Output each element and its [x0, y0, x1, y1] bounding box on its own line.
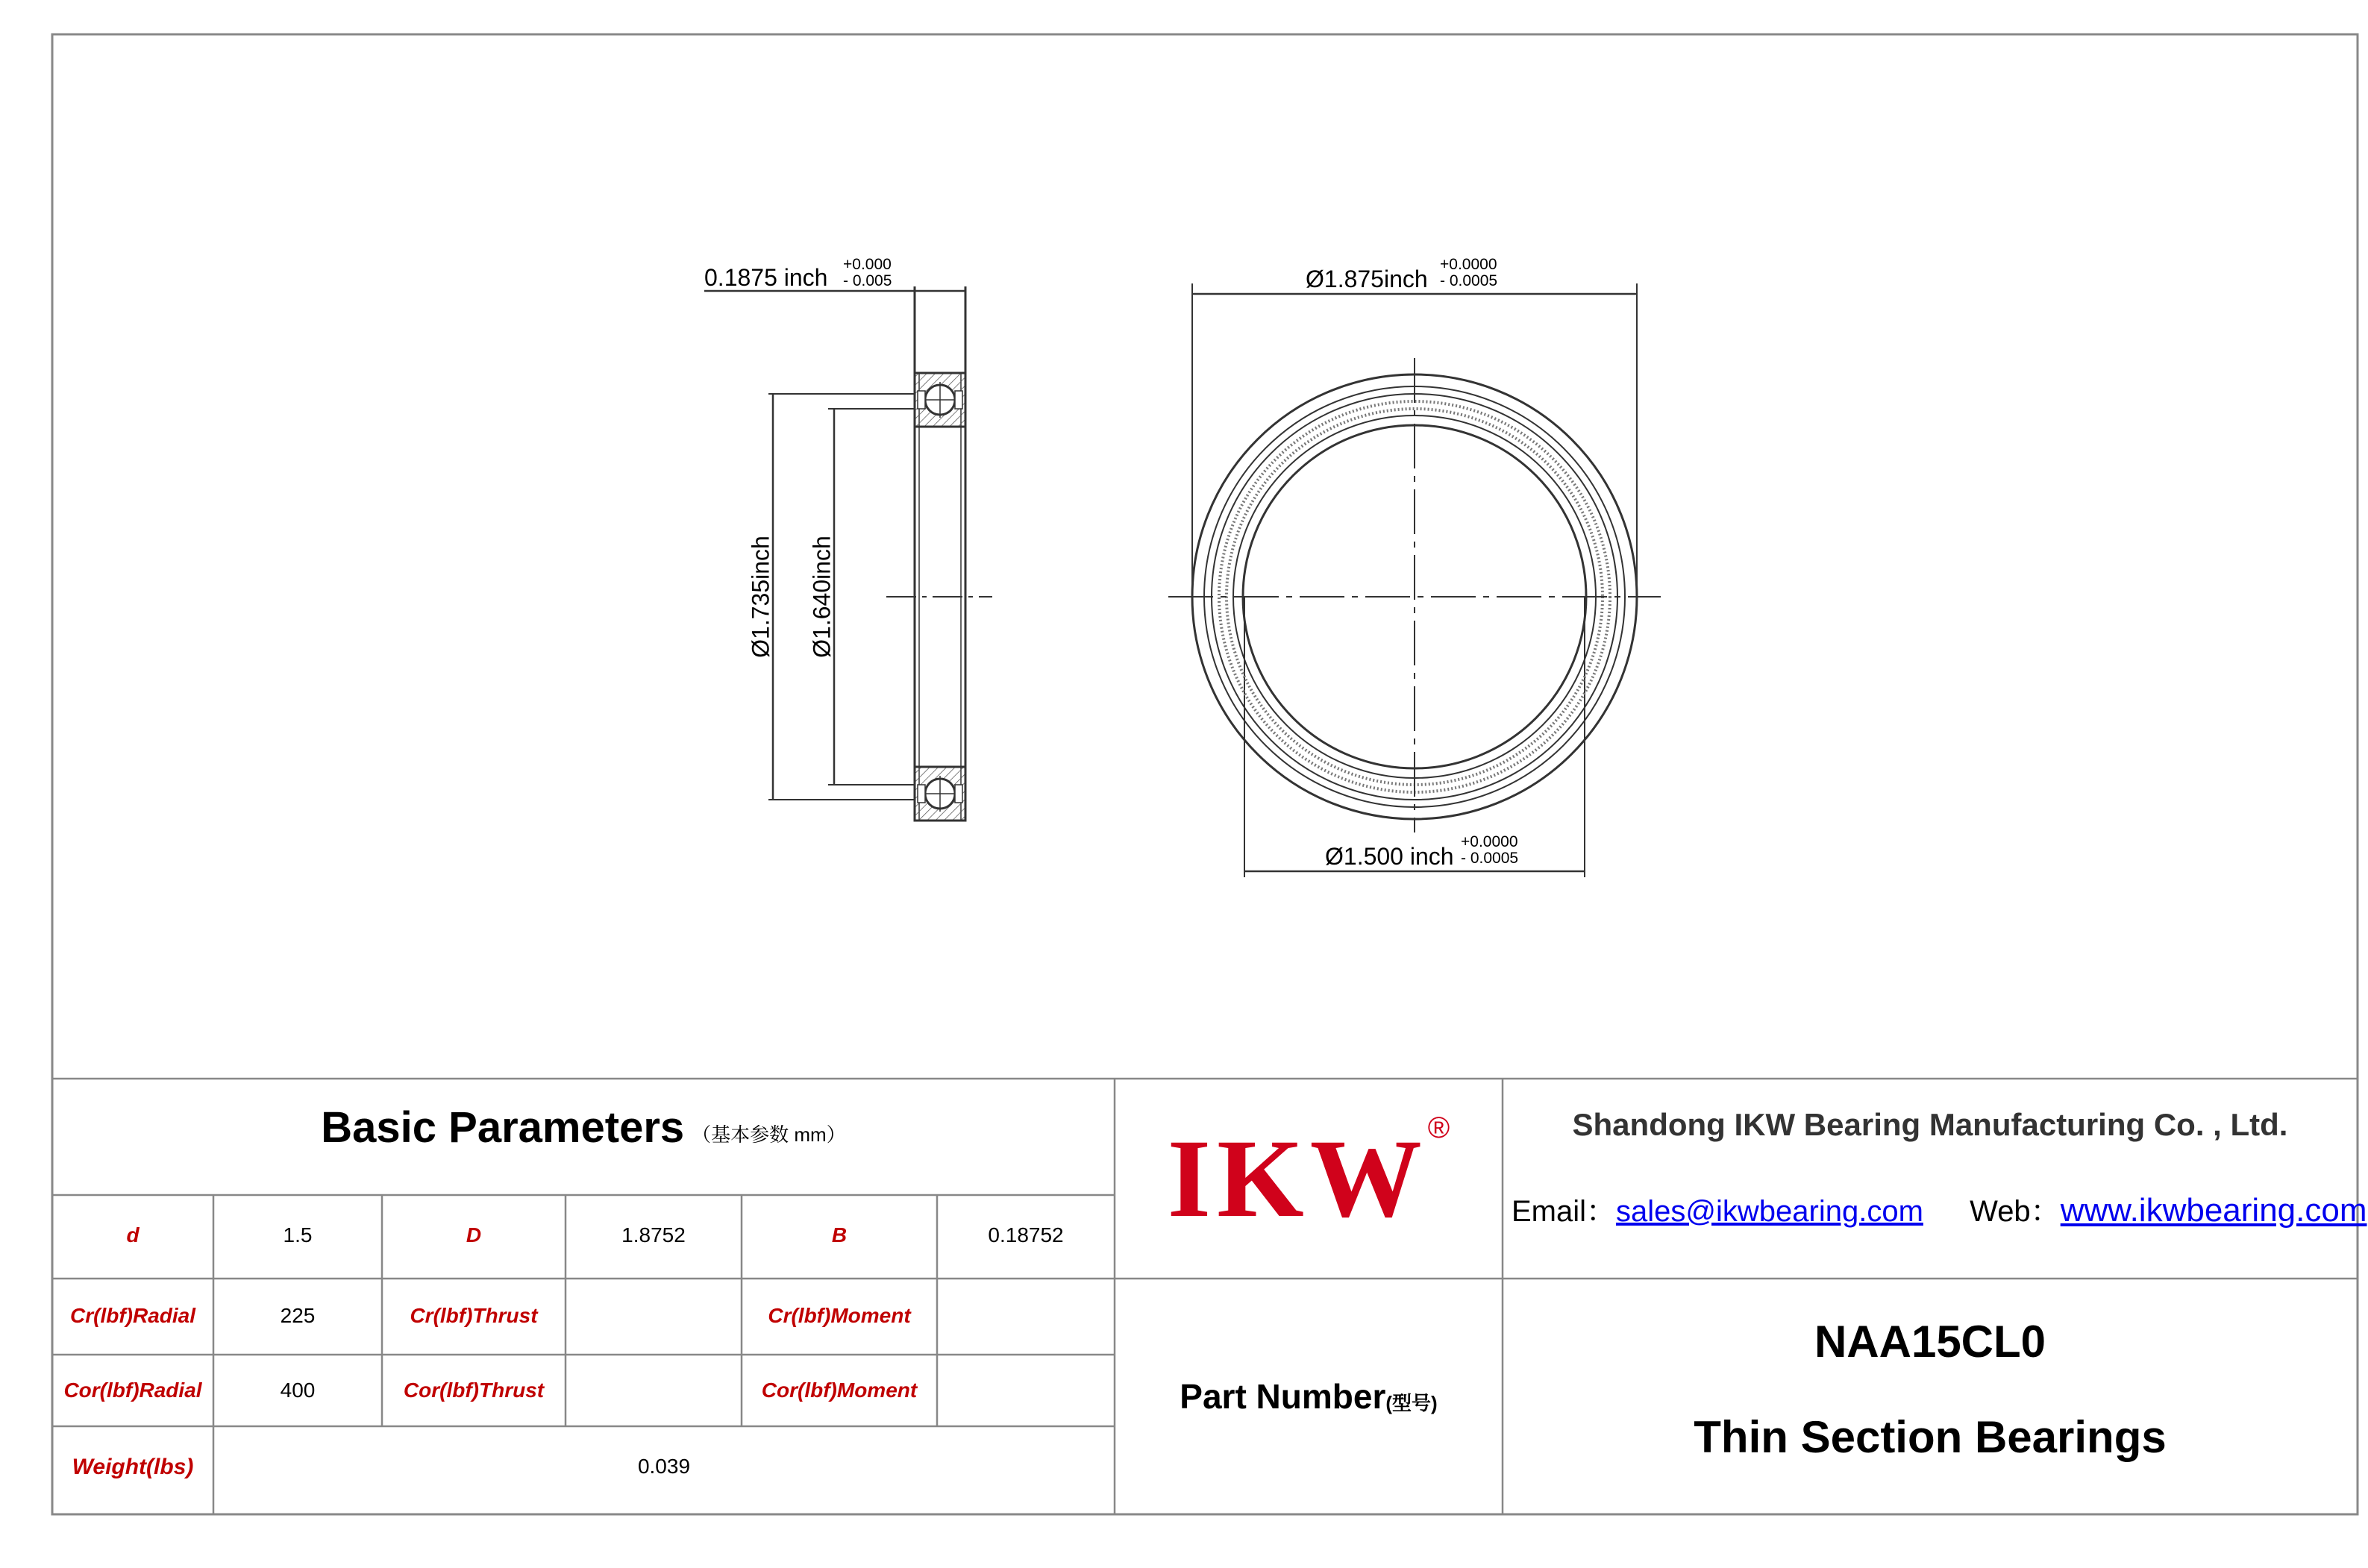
param-cr-radial-value: 225 [280, 1304, 316, 1327]
param-weight-value: 0.039 [637, 1455, 691, 1478]
web-link[interactable]: www.ikwbearing.com [2060, 1192, 2367, 1229]
part-description: Thin Section Bearings [1694, 1412, 2167, 1462]
email-label: Email： [1512, 1195, 1617, 1228]
param-D-value: 1.8752 [621, 1223, 686, 1246]
param-cr-moment-label: Cr(lbf)Moment [768, 1304, 911, 1327]
bore-tol-plus: +0.0000 [1461, 833, 1518, 850]
bore-diameter-dimension [1325, 843, 1454, 871]
param-cr-radial-label: Cr(lbf)Radial [70, 1304, 195, 1327]
param-cor-moment-label: Cor(lbf)Moment [761, 1379, 918, 1402]
outer-diameter-dimension [1306, 266, 1428, 293]
part-number-label-note: (型号) [1385, 1391, 1438, 1414]
outer-diameter-tolerance [1440, 257, 1497, 289]
bore-diameter-value: Ø1.500 inch [1325, 843, 1454, 870]
email-link[interactable]: sales@ikwbearing.com [1616, 1195, 1923, 1228]
params-title: Basic Parameters [321, 1103, 685, 1152]
params-header [52, 1079, 1115, 1195]
param-D-label: D [466, 1223, 482, 1246]
width-tol-plus: +0.000 [843, 256, 892, 273]
company-name: Shandong IKW Bearing Manufacturing Co. , Ltd. [1572, 1107, 2288, 1142]
param-B-label: B [831, 1223, 848, 1246]
part-number-label: Part Number [1180, 1377, 1386, 1416]
web-label: Web： [1970, 1195, 2061, 1228]
width-tolerance [843, 257, 892, 289]
logo-text: IKW [1167, 1117, 1428, 1241]
param-cor-radial-value: 400 [280, 1379, 316, 1402]
brand-logo [1115, 1079, 1503, 1279]
param-weight-label: Weight(lbs) [72, 1455, 194, 1479]
part-number-label-cell [1115, 1279, 1503, 1514]
outer-tol-plus: +0.0000 [1440, 256, 1497, 273]
params-title-note: （基本参数 mm） [692, 1123, 846, 1146]
param-B-value: 0.18752 [988, 1223, 1064, 1246]
company-contact [1512, 1188, 2367, 1230]
param-cor-radial-label: Cor(lbf)Radial [63, 1379, 202, 1402]
param-cor-thrust-label: Cor(lbf)Thrust [403, 1379, 545, 1402]
bore-diameter-tolerance [1461, 834, 1518, 867]
outer-tol-minus: - 0.0005 [1440, 272, 1498, 289]
param-cr-thrust-label: Cr(lbf)Thrust [410, 1304, 538, 1327]
width-dimension [704, 264, 827, 292]
registered-mark: ® [1427, 1111, 1450, 1144]
width-dimension-value: 0.1875 inch [704, 264, 828, 291]
param-d-value: 1.5 [283, 1223, 313, 1246]
outer-diameter-value: Ø1.875inch [1306, 266, 1428, 292]
bore-tol-minus: - 0.0005 [1461, 850, 1519, 867]
width-tol-minus: - 0.005 [843, 272, 892, 289]
param-d-label: d [126, 1223, 140, 1246]
front-view [1168, 283, 1661, 877]
part-number-value: NAA15CL0 [1814, 1317, 2046, 1367]
outer-ring-diameter-label: Ø1.735inch [747, 536, 774, 658]
inner-ring-diameter-label: Ø1.640inch [808, 536, 836, 658]
